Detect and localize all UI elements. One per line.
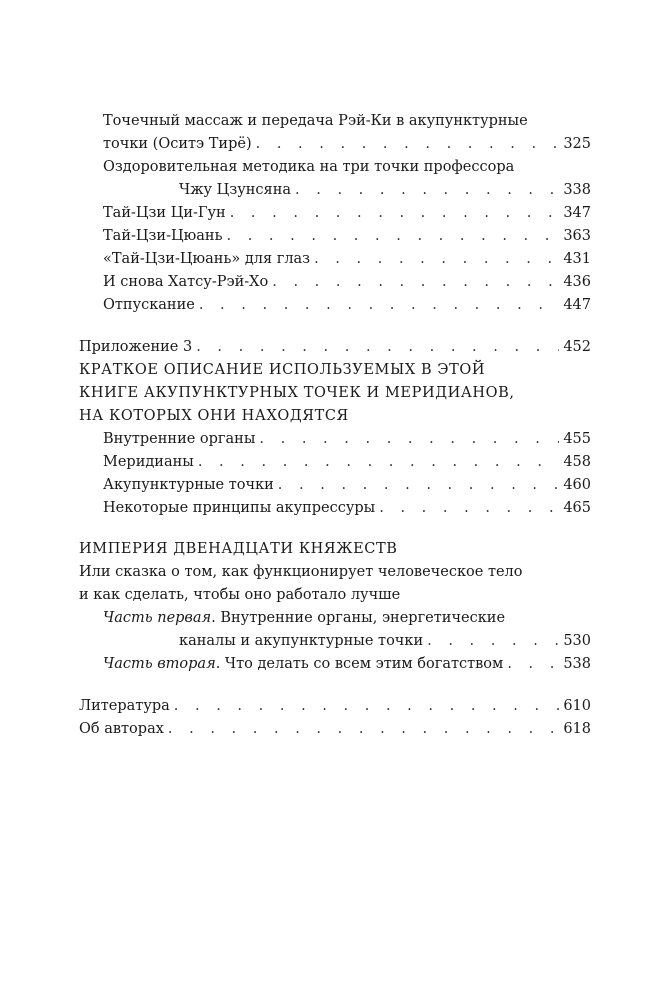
section-heading: КРАТКОЕ ОПИСАНИЕ ИСПОЛЬЗУЕМЫХ В ЭТОЙ xyxy=(79,362,486,378)
dot-leader xyxy=(226,226,559,246)
part-label: Часть первая xyxy=(103,610,212,626)
dot-leader xyxy=(507,654,559,674)
toc-entry-part-two[interactable] xyxy=(103,654,591,674)
toc-entry-acupressure-line1 xyxy=(103,111,528,131)
page-number: 436 xyxy=(563,274,591,290)
toc-entry-title xyxy=(103,654,503,674)
dot-leader xyxy=(272,272,559,292)
dot-leader xyxy=(230,203,560,223)
toc-entry-title: Меридианы xyxy=(103,454,194,470)
dot-leader xyxy=(198,452,559,472)
page-number: 618 xyxy=(563,721,591,737)
toc-entry-title: Точечный массаж и передача Рэй-Ки в акупунктурные xyxy=(103,113,528,129)
toc-entry-three-points-line1 xyxy=(103,157,514,177)
dot-leader xyxy=(278,475,560,495)
section-subtitle: и как сделать, чтобы оно работало лучше xyxy=(79,587,401,603)
page-number: 465 xyxy=(563,500,591,516)
section-heading: НА КОТОРЫХ ОНИ НАХОДЯТСЯ xyxy=(79,408,349,424)
toc-entry-title-text: . Что делать со всем этим богатством xyxy=(215,656,504,672)
toc-entry-title: Об авторах xyxy=(79,721,164,737)
page-number: 610 xyxy=(563,698,591,714)
page-number: 455 xyxy=(563,431,591,447)
page-number: 530 xyxy=(563,633,591,649)
toc-entry-tai-chi-eyes[interactable] xyxy=(103,249,591,269)
dot-leader xyxy=(259,429,559,449)
toc-entry-title: Некоторые принципы акупрессуры xyxy=(103,500,376,516)
toc-entry-tai-chi-qigong[interactable] xyxy=(103,203,591,223)
dot-leader xyxy=(199,295,559,315)
dot-leader xyxy=(314,249,559,269)
dot-leader xyxy=(168,719,559,739)
toc-entry-title: каналы и акупунктурные точки xyxy=(179,633,424,649)
toc-entry-hatsu-rei-ho[interactable] xyxy=(103,272,591,292)
toc-entry-title: Тай-Цзи Ци-Гун xyxy=(103,205,226,221)
page-number: 458 xyxy=(563,454,591,470)
toc-entry-internal-organs[interactable] xyxy=(103,429,591,449)
appendix-heading-line2 xyxy=(79,383,515,403)
toc-entry-part-one[interactable] xyxy=(179,631,591,651)
toc-entry-title: точки (Оситэ Тирё) xyxy=(103,136,252,152)
toc-entry-title: Литература xyxy=(79,698,170,714)
toc-entry-meridians[interactable] xyxy=(103,452,591,472)
toc-entry-title: Чжу Цзунсяна xyxy=(179,182,292,198)
toc-entry-title: И снова Хатсу-Рэй-Хо xyxy=(103,274,269,290)
page-number: 325 xyxy=(563,136,591,152)
page-number: 431 xyxy=(563,251,591,267)
toc-entry-title: «Тай-Цзи-Цюань» для глаз xyxy=(103,251,311,267)
part-label: Часть вторая xyxy=(103,656,216,672)
appendix-heading-line3 xyxy=(79,406,349,426)
dot-leader xyxy=(256,134,560,154)
toc-entry-title: Внутренние органы xyxy=(103,431,256,447)
page-number: 363 xyxy=(563,228,591,244)
toc-entry-three-points[interactable] xyxy=(179,180,591,200)
toc-entry-part-one-line1 xyxy=(103,608,505,628)
dot-leader xyxy=(295,180,559,200)
toc-entry-title: Тай-Цзи-Цюань xyxy=(103,228,223,244)
empire-subtitle-line1 xyxy=(79,562,523,582)
toc-entry-title: Оздоровительная методика на три точки профессора xyxy=(103,159,515,175)
dot-leader xyxy=(427,631,559,651)
page-number: 460 xyxy=(563,477,591,493)
appendix-heading-line1 xyxy=(79,360,485,380)
toc-entry-letting-go[interactable] xyxy=(103,295,591,315)
section-heading: ИМПЕРИЯ ДВЕНАДЦАТИ КНЯЖЕСТВ xyxy=(79,541,398,557)
dot-leader xyxy=(196,337,559,357)
toc-entry-tai-chi-chuan[interactable] xyxy=(103,226,591,246)
section-heading: КНИГЕ АКУПУНКТУРНЫХ ТОЧЕК И МЕРИДИАНОВ, xyxy=(79,385,515,401)
toc-entry-acupuncture-points[interactable] xyxy=(103,475,591,495)
toc-entry-title: Отпускание xyxy=(103,297,195,313)
page-number: 447 xyxy=(563,297,591,313)
dot-leader xyxy=(379,498,559,518)
section-subtitle: Или сказка о том, как функционирует человеческое тело xyxy=(79,564,523,580)
toc-entry-title: Акупунктурные точки xyxy=(103,477,274,493)
empire-subtitle-line2 xyxy=(79,585,400,605)
page-number: 538 xyxy=(563,656,591,672)
page-number: 452 xyxy=(563,339,591,355)
page-number: 338 xyxy=(563,182,591,198)
toc-entry-title: Приложение 3 xyxy=(79,339,193,355)
toc-entry-appendix-3[interactable] xyxy=(79,337,591,357)
toc-entry-acupressure[interactable] xyxy=(103,134,591,154)
toc-entry-title: . Внутренние органы, энергетические xyxy=(211,610,506,626)
toc-entry-literature[interactable] xyxy=(79,696,591,716)
dot-leader xyxy=(174,696,560,716)
toc-entry-acupressure-principles[interactable] xyxy=(103,498,591,518)
toc-entry-authors[interactable] xyxy=(79,719,591,739)
page-number: 347 xyxy=(563,205,591,221)
empire-heading xyxy=(79,539,398,559)
